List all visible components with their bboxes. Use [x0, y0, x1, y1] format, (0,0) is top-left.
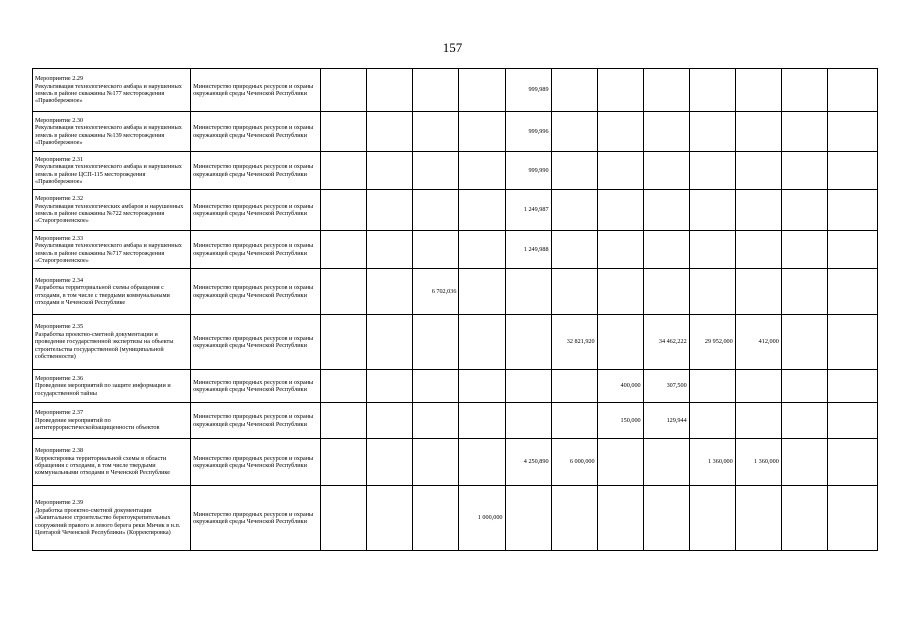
amount-cell: [827, 403, 877, 439]
amount-cell: [321, 112, 367, 152]
amount-cell: [827, 112, 877, 152]
amount-cell: [321, 69, 367, 112]
responsible-org-cell: Министерство природных ресурсов и охраны окружающей среды Чеченской Республики: [191, 152, 321, 190]
amount-cell: [321, 403, 367, 439]
amount-cell: 29 952,000: [689, 315, 735, 370]
amount-cell: [321, 486, 367, 551]
amount-cell: [321, 269, 367, 315]
amount-cell: [551, 403, 597, 439]
amount-cell: [597, 112, 643, 152]
amount-cell: [505, 315, 551, 370]
amount-cell: [321, 315, 367, 370]
measure-name-cell: Мероприятие 2.38 Корректировка территориальной схемы в области обращения с отходами, в том числе твердыми коммунальными отходами в Чеченской Республике: [33, 439, 191, 486]
amount-cell: [827, 152, 877, 190]
table-row: [33, 190, 878, 231]
amount-cell: [597, 315, 643, 370]
amount-cell: 150,000: [597, 403, 643, 439]
amount-cell: [367, 486, 413, 551]
measure-name-cell: Мероприятие 2.32 Рекультивация технологических амбаров и нарушенных земель в районе скважины №722 месторождения «Старогрозненское»: [33, 190, 191, 231]
amount-cell: [413, 152, 459, 190]
responsible-org-cell: Министерство природных ресурсов и охраны окружающей среды Чеченской Республики: [191, 315, 321, 370]
measure-name-cell: Мероприятие 2.33 Рекультивация технологического амбара и нарушенных земель в районе скважины №717 месторождения «Старогрозненское»: [33, 231, 191, 269]
measure-name-cell: Мероприятие 2.35 Разработка проектно-сметной документации и проведение государственной экспертизы на объекты строительства государственной (муниципальной собственности): [33, 315, 191, 370]
responsible-org-cell: Министерство природных ресурсов и охраны окружающей среды Чеченской Республики: [191, 190, 321, 231]
amount-cell: 999,996: [505, 112, 551, 152]
responsible-org-cell: Министерство природных ресурсов и охраны окружающей среды Чеченской Республики: [191, 269, 321, 315]
amount-cell: [413, 112, 459, 152]
amount-cell: [597, 190, 643, 231]
amount-cell: [827, 190, 877, 231]
amount-cell: [597, 69, 643, 112]
amount-cell: [781, 190, 827, 231]
amount-cell: [505, 269, 551, 315]
amount-cell: [597, 269, 643, 315]
amount-cell: [459, 190, 505, 231]
amount-cell: [413, 231, 459, 269]
responsible-org-cell: Министерство природных ресурсов и охраны окружающей среды Чеченской Республики: [191, 403, 321, 439]
amount-cell: 34 462,222: [643, 315, 689, 370]
amount-cell: [689, 231, 735, 269]
amount-cell: [827, 269, 877, 315]
amount-cell: [321, 370, 367, 403]
amount-cell: 129,944: [643, 403, 689, 439]
amount-cell: 999,990: [505, 152, 551, 190]
amount-cell: [781, 231, 827, 269]
amount-cell: [735, 190, 781, 231]
measure-name-cell: Мероприятие 2.29 Рекультивация технологического амбара и нарушенных земель в районе скважины №177 месторождения «Правобережное»: [33, 69, 191, 112]
table-body: [33, 69, 878, 551]
amount-cell: [689, 152, 735, 190]
amount-cell: [459, 231, 505, 269]
amount-cell: [551, 190, 597, 231]
table-row: [33, 370, 878, 403]
amount-cell: [735, 69, 781, 112]
amount-cell: [321, 439, 367, 486]
responsible-org-cell: Министерство природных ресурсов и охраны окружающей среды Чеченской Республики: [191, 370, 321, 403]
amount-cell: [321, 231, 367, 269]
amount-cell: [827, 69, 877, 112]
table-row: [33, 439, 878, 486]
amount-cell: [413, 439, 459, 486]
page-number: 157: [442, 40, 463, 55]
amount-cell: [643, 439, 689, 486]
amount-cell: [459, 152, 505, 190]
amount-cell: [735, 370, 781, 403]
amount-cell: [735, 269, 781, 315]
amount-cell: [551, 231, 597, 269]
amount-cell: [689, 486, 735, 551]
amount-cell: [689, 112, 735, 152]
amount-cell: [321, 152, 367, 190]
table-row: [33, 315, 878, 370]
amount-cell: 1 249,988: [505, 231, 551, 269]
amount-cell: 400,000: [597, 370, 643, 403]
amount-cell: [413, 69, 459, 112]
amount-cell: [781, 370, 827, 403]
amount-cell: [827, 231, 877, 269]
amount-cell: [643, 112, 689, 152]
responsible-org-cell: Министерство природных ресурсов и охраны окружающей среды Чеченской Республики: [191, 486, 321, 551]
amount-cell: 6 000,000: [551, 439, 597, 486]
responsible-org-cell: Министерство природных ресурсов и охраны окружающей среды Чеченской Республики: [191, 231, 321, 269]
amount-cell: [413, 315, 459, 370]
table-row: [33, 231, 878, 269]
amount-cell: 4 250,890: [505, 439, 551, 486]
amount-cell: [735, 152, 781, 190]
amount-cell: [643, 69, 689, 112]
amount-cell: [367, 315, 413, 370]
amount-cell: [689, 269, 735, 315]
amount-cell: [597, 439, 643, 486]
amount-cell: [827, 439, 877, 486]
amount-cell: [413, 403, 459, 439]
table-row: [33, 69, 878, 112]
amount-cell: [827, 370, 877, 403]
amount-cell: [781, 315, 827, 370]
amount-cell: 1 360,000: [735, 439, 781, 486]
amount-cell: [689, 403, 735, 439]
amount-cell: [551, 112, 597, 152]
amount-cell: [505, 370, 551, 403]
amount-cell: [367, 112, 413, 152]
amount-cell: [413, 486, 459, 551]
amount-cell: [367, 403, 413, 439]
amount-cell: 412,000: [735, 315, 781, 370]
amount-cell: [689, 69, 735, 112]
amount-cell: [505, 403, 551, 439]
amount-cell: [597, 231, 643, 269]
amount-cell: [551, 69, 597, 112]
table-row: [33, 486, 878, 551]
measure-name-cell: Мероприятие 2.30 Рекультивация технологического амбара и нарушенных земель в районе скважины №139 месторождения «Правобережное»: [33, 112, 191, 152]
measure-name-cell: Мероприятие 2.37 Проведение мероприятий по антитеррористическойзащищенности объектов: [33, 403, 191, 439]
amount-cell: [735, 403, 781, 439]
amount-cell: [781, 69, 827, 112]
amount-cell: [597, 486, 643, 551]
amount-cell: [367, 439, 413, 486]
amount-cell: [367, 269, 413, 315]
amount-cell: [643, 231, 689, 269]
amount-cell: [321, 190, 367, 231]
amount-cell: [781, 152, 827, 190]
amount-cell: [551, 370, 597, 403]
amount-cell: [413, 370, 459, 403]
amount-cell: [459, 112, 505, 152]
amount-cell: [781, 269, 827, 315]
amount-cell: [781, 403, 827, 439]
amount-cell: [689, 370, 735, 403]
amount-cell: 6 702,036: [413, 269, 459, 315]
amount-cell: 32 821,920: [551, 315, 597, 370]
amount-cell: [413, 190, 459, 231]
amount-cell: [459, 439, 505, 486]
measure-name-cell: Мероприятие 2.36 Проведение мероприятий по защите информации и государственной тайны: [33, 370, 191, 403]
table-row: [33, 152, 878, 190]
measure-name-cell: Мероприятие 2.34 Разработка территориальной схемы обращения с отходами, в том числе с твердыми коммунальными отходами в Чеченской Республике: [33, 269, 191, 315]
amount-cell: [367, 190, 413, 231]
amount-cell: 999,989: [505, 69, 551, 112]
amount-cell: 1 360,000: [689, 439, 735, 486]
amount-cell: [367, 152, 413, 190]
amount-cell: 1 249,987: [505, 190, 551, 231]
amount-cell: [735, 112, 781, 152]
amount-cell: [827, 315, 877, 370]
measure-name-cell: Мероприятие 2.39 Доработка проектно-сметной документации «Капитальное строительство берегоукрепительных сооружений правого и левого берега реки Мичик в н.п. Центарой Чеченской Республики» (Корректировка): [33, 486, 191, 551]
amount-cell: [367, 231, 413, 269]
amount-cell: [459, 370, 505, 403]
amount-cell: [459, 269, 505, 315]
amount-cell: [367, 69, 413, 112]
amount-cell: [643, 190, 689, 231]
amount-cell: [367, 370, 413, 403]
amount-cell: [735, 231, 781, 269]
amount-cell: [551, 152, 597, 190]
amount-cell: [643, 486, 689, 551]
amount-cell: [735, 486, 781, 551]
amount-cell: [597, 152, 643, 190]
amount-cell: [827, 486, 877, 551]
amount-cell: [505, 486, 551, 551]
amount-cell: [459, 403, 505, 439]
amount-cell: [689, 190, 735, 231]
table-row: [33, 112, 878, 152]
amount-cell: [643, 152, 689, 190]
responsible-org-cell: Министерство природных ресурсов и охраны окружающей среды Чеченской Республики: [191, 439, 321, 486]
table-row: [33, 403, 878, 439]
responsible-org-cell: Министерство природных ресурсов и охраны окружающей среды Чеченской Республики: [191, 112, 321, 152]
amount-cell: [781, 112, 827, 152]
budget-table: [32, 68, 878, 551]
amount-cell: [459, 69, 505, 112]
measure-name-cell: Мероприятие 2.31 Рекультивация технологического амбара и нарушенных земель в районе ЦСП-115 месторождения «Правобережное»: [33, 152, 191, 190]
amount-cell: [551, 486, 597, 551]
amount-cell: 1 000,000: [459, 486, 505, 551]
amount-cell: [643, 269, 689, 315]
amount-cell: [551, 269, 597, 315]
responsible-org-cell: Министерство природных ресурсов и охраны окружающей среды Чеченской Республики: [191, 69, 321, 112]
amount-cell: 307,500: [643, 370, 689, 403]
table-row: [33, 269, 878, 315]
amount-cell: [459, 315, 505, 370]
amount-cell: [781, 486, 827, 551]
amount-cell: [781, 439, 827, 486]
